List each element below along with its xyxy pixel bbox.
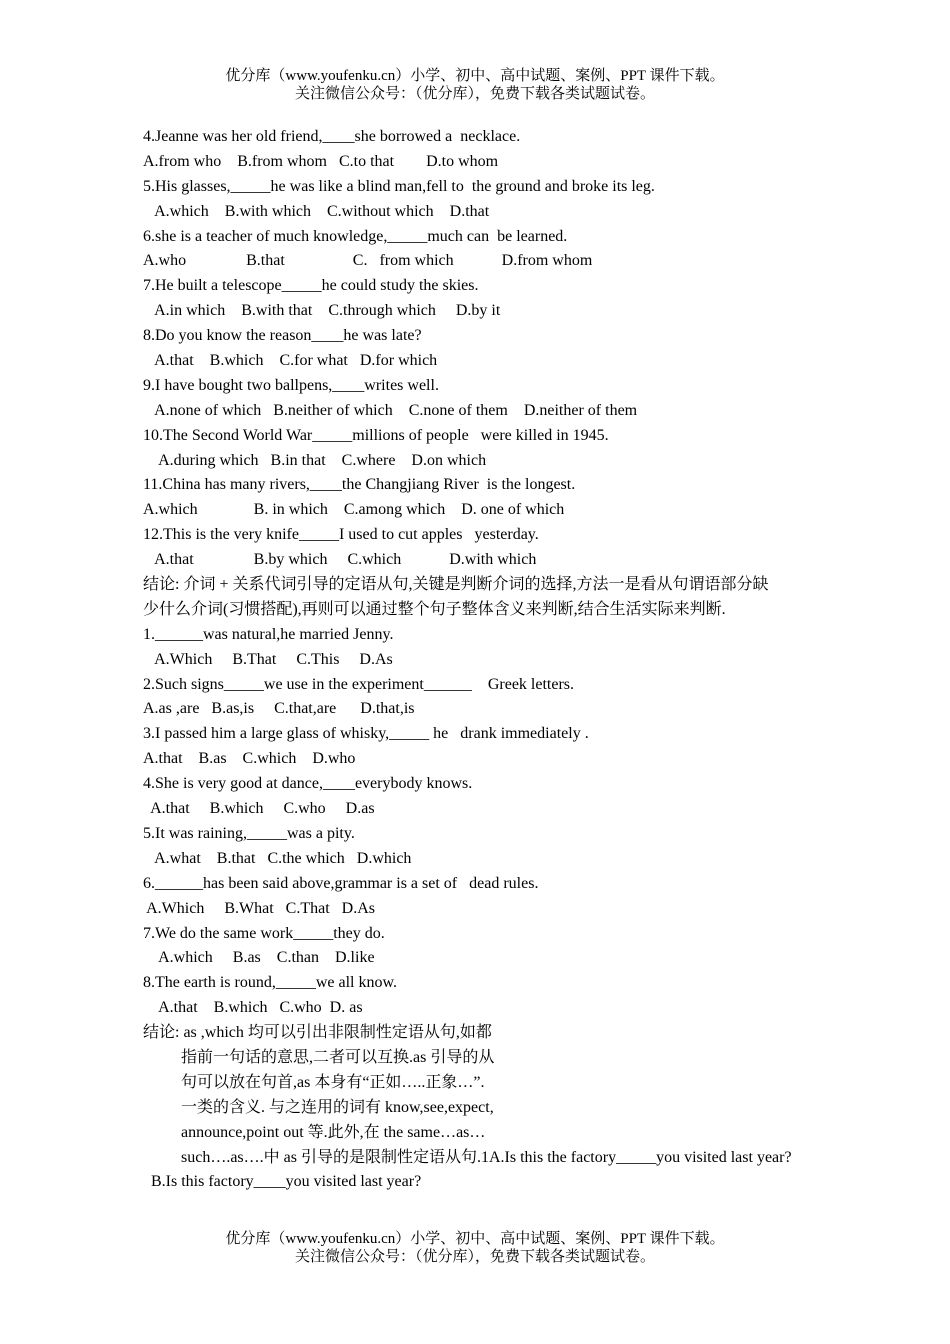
question-9-options: A.none of which B.neither of which C.none of them D.neither of them — [143, 401, 638, 419]
section2-question-2-options: A.as ,are B.as,is C.that,are D.that,is — [143, 700, 415, 718]
section2-question-5-stem: 5.It was raining,_____was a pity. — [143, 824, 355, 842]
question-4-stem: 4.Jeanne was her old friend,____she borrowed a necklace. — [143, 128, 521, 145]
section2-question-6-options: A.Which B.What C.That D.As — [143, 899, 375, 917]
section3-question-1b: B.Is this factory____you visited last year? — [143, 1173, 422, 1191]
section2-question-4-options: A.that B.which C.who D.as — [143, 800, 375, 818]
question-6-stem: 6.she is a teacher of much knowledge,_____much can be learned. — [143, 227, 568, 245]
question-8-options: A.that B.which C.for what D.for which — [143, 352, 438, 370]
conclusion-2-line-3: 句可以放在句首,as 本身有“正如…..正象…”. — [181, 1073, 485, 1091]
question-6-options: A.who B.that C. from which D.from whom — [143, 252, 593, 270]
footer-line-1: 优分库（www.youfenku.cn）小学、初中、高中试题、案例、PPT 课件下载。 — [225, 1231, 725, 1247]
conclusion-1-line-1: 结论: 介词 + 关系代词引导的定语从句,关键是判断介词的选择,方法一是看从句谓语部分缺 — [143, 576, 769, 594]
question-8-stem: 8.Do you know the reason____he was late? — [143, 327, 422, 345]
question-10-stem: 10.The Second World War_____millions of people were killed in 1945. — [143, 426, 609, 444]
question-7-stem: 7.He built a telescope_____he could study the skies. — [143, 277, 479, 295]
footer-line-2: 关注微信公众号：（优分库），免费下载各类试题试卷。 — [294, 1249, 655, 1265]
question-10-options: A.during which B.in that C.where D.on which — [143, 451, 487, 469]
section2-question-6-stem: 6.______has been said above,grammar is a set of dead rules. — [143, 874, 539, 892]
conclusion-2-line-2: 指前一句话的意思,二者可以互换.as 引导的从 — [181, 1048, 495, 1066]
question-7-options: A.in which B.with that C.through which D.by it — [143, 302, 501, 320]
conclusion-2-line-1: 结论: as ,which 均可以引出非限制性定语从句,如都 — [143, 1024, 492, 1042]
question-11-options: A.which B. in which C.among which D. one of which — [143, 501, 565, 519]
section2-question-7-options: A.which B.as C.than D.like — [143, 949, 375, 967]
question-12-stem: 12.This is the very knife_____I used to cut apples yesterday. — [143, 526, 539, 544]
section2-question-4-stem: 4.She is very good at dance,____everybody knows. — [143, 775, 473, 793]
question-9-stem: 9.I have bought two ballpens,____writes well. — [143, 376, 439, 394]
header-line-2: 关注微信公众号：（优分库），免费下载各类试题试卷。 — [294, 86, 655, 102]
section2-question-7-stem: 7.We do the same work_____they do. — [143, 924, 385, 942]
page-header — [0, 67, 950, 103]
conclusion-2-line-5: announce,point out 等.此外,在 the same…as… — [181, 1123, 486, 1141]
question-11-stem: 11.China has many rivers,____the Changjiang River is the longest. — [143, 476, 576, 494]
section2-question-8-options: A.that B.which C.who D. as — [143, 999, 363, 1017]
conclusion-2-line-6: such….as….中 as 引导的是限制性定语从句.1A.Is this the factory_____you visited last year? — [181, 1148, 792, 1166]
section2-question-1-stem: 1.______was natural,he married Jenny. — [143, 625, 394, 643]
conclusion-2-line-4: 一类的含义. 与之连用的词有 know,see,expect, — [181, 1098, 494, 1116]
section2-question-5-options: A.what B.that C.the which D.which — [143, 849, 412, 867]
question-5-options: A.which B.with which C.without which D.that — [143, 202, 490, 220]
section2-question-1-options: A.Which B.That C.This D.As — [143, 650, 393, 668]
page-footer — [0, 1230, 950, 1266]
section2-question-3-options: A.that B.as C.which D.who — [143, 750, 356, 768]
conclusion-1-line-2: 少什么介词(习惯搭配),再则可以通过整个句子整体含义来判断,结合生活实际来判断. — [143, 600, 726, 618]
question-12-options: A.that B.by which C.which D.with which — [143, 551, 537, 569]
header-line-1: 优分库（www.youfenku.cn）小学、初中、高中试题、案例、PPT 课件下载。 — [225, 68, 725, 84]
question-5-stem: 5.His glasses,_____he was like a blind man,fell to the ground and broke its leg. — [143, 177, 655, 195]
document-body — [143, 125, 823, 1195]
section2-question-3-stem: 3.I passed him a large glass of whisky,_____ he drank immediately . — [143, 725, 589, 743]
question-4-options: A.from who B.from whom C.to that D.to whom — [143, 152, 499, 170]
section2-question-8-stem: 8.The earth is round,_____we all know. — [143, 974, 398, 992]
section2-question-2-stem: 2.Such signs_____we use in the experiment______ Greek letters. — [143, 675, 575, 693]
